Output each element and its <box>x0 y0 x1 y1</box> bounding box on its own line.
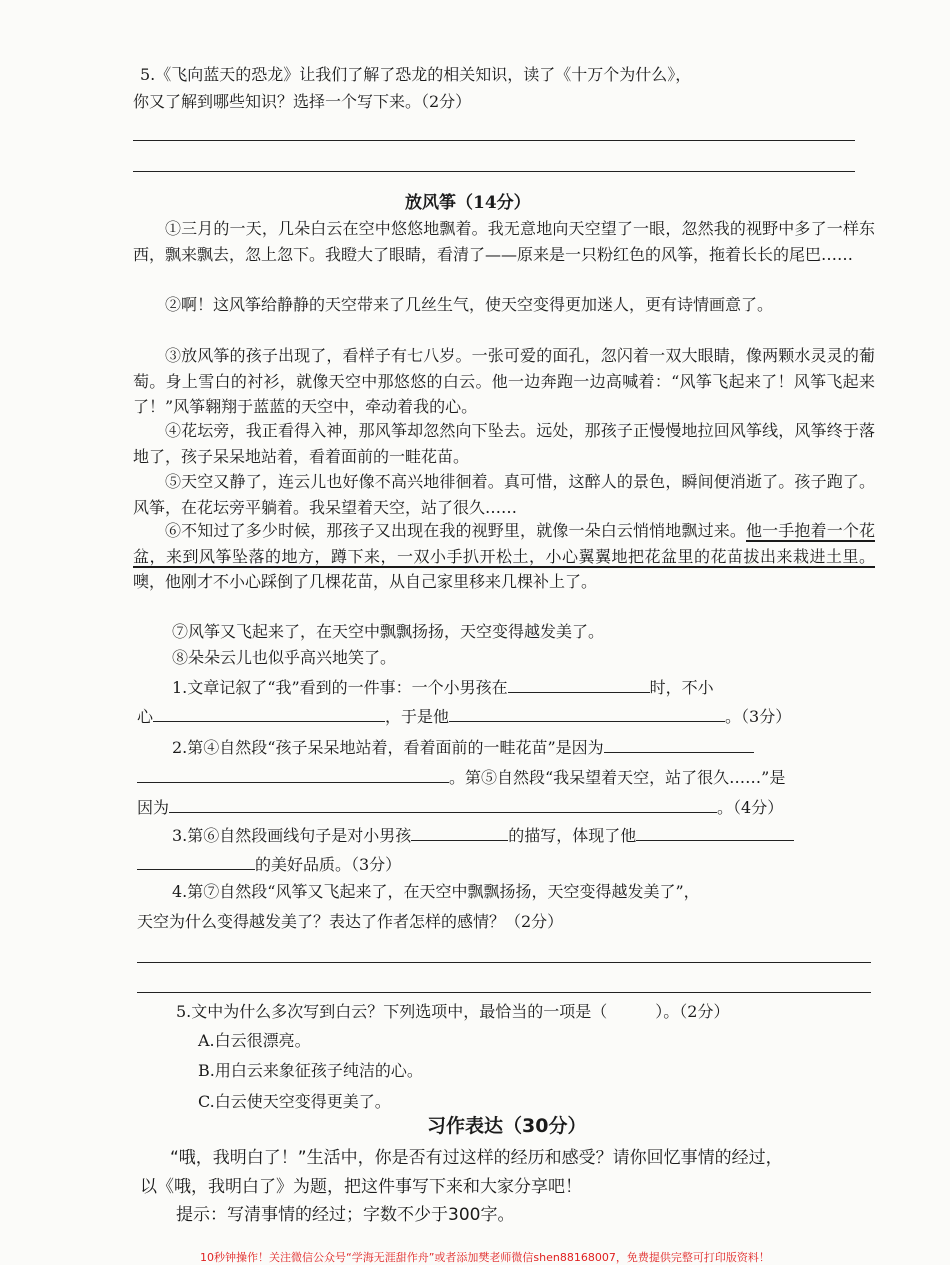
reading-paragraph-4: ④花坛旁，我正看得入神，那风筝却忽然向下坠去。远处，那孩子正慢慢地拉回风筝线，风筝终于落地了，孩子呆呆地站着，看着面前的一畦花苗。 <box>133 421 875 466</box>
reading-paragraph-8: ⑧朵朵云儿也似乎高兴地笑了。 <box>172 648 397 667</box>
question-1-line1: 1.文章记叙了“我”看到的一件事：一个小男孩在 时，不小 <box>172 674 714 700</box>
option-c[interactable]: C.白云使天空变得更美了。 <box>198 1092 391 1111</box>
question-3-line2: 的美好品质。（3分） <box>137 851 401 877</box>
question-4-line2: 天空为什么变得越发美了？表达了作者怎样的感情？（2分） <box>137 912 564 931</box>
writing-line2: 以《哦，我明白了》为题，把这件事写下来和大家分享吧！ <box>140 1177 582 1197</box>
blank-q3-3[interactable] <box>137 851 255 870</box>
q5-top-line1: 5.《飞向蓝天的恐龙》让我们了解了恐龙的相关知识，读了《十万个为什么》， <box>140 65 692 84</box>
question-2-line2: 。第⑤自然段“我呆望着天空，站了很久……”是 <box>137 764 785 790</box>
writing-tip: 提示：写清事情的经过；字数不少于300字。 <box>176 1205 515 1225</box>
blank-q2-1[interactable] <box>604 734 754 753</box>
writing-title: 习作表达（30分） <box>427 1115 587 1137</box>
question-2-line3: 因为 。（4分） <box>137 794 783 820</box>
p6-end: 噢，他刚才不小心踩倒了几棵花苗，从自己家里移来几棵补上了。 <box>133 572 598 591</box>
p6-start: ⑥不知过了多少时候，那孩子又出现在我的视野里，就像一朵白云悄悄地飘过来。 <box>165 521 746 540</box>
answer-line[interactable] <box>137 962 871 963</box>
underlined-sentence: 他一手抱着一个花盆，来到风筝坠落的地方，蹲下来，一双小手扒开松土，小心翼翼地把花盆里的花苗拔出来栽进土里。 <box>133 521 875 566</box>
footer-notice: 10秒钟操作！关注微信公众号“学海无涯甜作舟”或者添加樊老师微信shen88168007，免费提供完整可打印版资料！ <box>200 1251 770 1264</box>
reading-paragraph-6 <box>133 518 875 595</box>
answer-line[interactable] <box>133 140 855 141</box>
blank-q1-2[interactable] <box>153 703 385 722</box>
blank-q2-2[interactable] <box>137 764 449 783</box>
blank-q1-1[interactable] <box>508 674 650 693</box>
reading-paragraph-3: ③放风筝的孩子出现了，看样子有七八岁。一张可爱的面孔，忽闪着一双大眼睛，像两颗水灵灵的葡萄。身上雪白的衬衫，就像天空中那悠悠的白云。他一边奔跑一边高喊着：“风筝飞起来了！风筝飞起来了！”风筝翱翔于蓝蓝的天空中，牵动着我的心。 <box>133 346 875 416</box>
q5-top-line2: 你又了解到哪些知识？选择一个写下来。（2分） <box>133 92 472 111</box>
question-4-line1: 4.第⑦自然段“风筝又飞起来了，在天空中飘飘扬扬，天空变得越发美了”， <box>172 882 700 901</box>
blank-q3-2[interactable] <box>636 822 794 841</box>
reading-title: 放风筝（14分） <box>405 193 531 213</box>
reading-paragraph-7: ⑦风筝又飞起来了，在天空中飘飘扬扬，天空变得越发美了。 <box>172 622 605 641</box>
answer-line[interactable] <box>137 992 871 993</box>
option-a[interactable]: A.白云很漂亮。 <box>198 1031 311 1050</box>
question-2-line1: 2.第④自然段“孩子呆呆地站着，看着面前的一畦花苗”是因为 <box>172 734 754 760</box>
blank-q3-1[interactable] <box>411 822 508 841</box>
question-3-line1: 3.第⑥自然段画线句子是对小男孩 的描写，体现了他 <box>172 822 794 848</box>
blank-q2-3[interactable] <box>169 794 717 813</box>
answer-line[interactable] <box>133 171 855 172</box>
blank-q1-3[interactable] <box>449 703 725 722</box>
reading-paragraph-1: ①三月的一天，几朵白云在空中悠悠地飘着。我无意地向天空望了一眼，忽然我的视野中多了一样东西，飘来飘去，忽上忽下。我瞪大了眼睛，看清了——原来是一只粉红色的风筝，拖着长长的尾巴…… <box>133 219 875 264</box>
reading-paragraph-2: ②啊！这风筝给静静的天空带来了几丝生气，使天空变得更加迷人，更有诗情画意了。 <box>165 295 774 314</box>
reading-paragraph-5: ⑤天空又静了，连云儿也好像不高兴地徘徊着。真可惜，这醉人的景色，瞬间便消逝了。孩子跑了。风筝，在花坛旁平躺着。我呆望着天空，站了很久…… <box>133 472 875 517</box>
question-5-stem: 5.文中为什么多次写到白云？下列选项中，最恰当的一项是（ ）。（2分） <box>176 1002 730 1021</box>
question-1-line2: 心 ，于是他 。（3分） <box>137 703 791 729</box>
writing-line1: “哦，我明白了！”生活中，你是否有过这样的经历和感受？请你回忆事情的经过， <box>170 1148 783 1168</box>
option-b[interactable]: B.用白云来象征孩子纯洁的心。 <box>198 1061 423 1080</box>
